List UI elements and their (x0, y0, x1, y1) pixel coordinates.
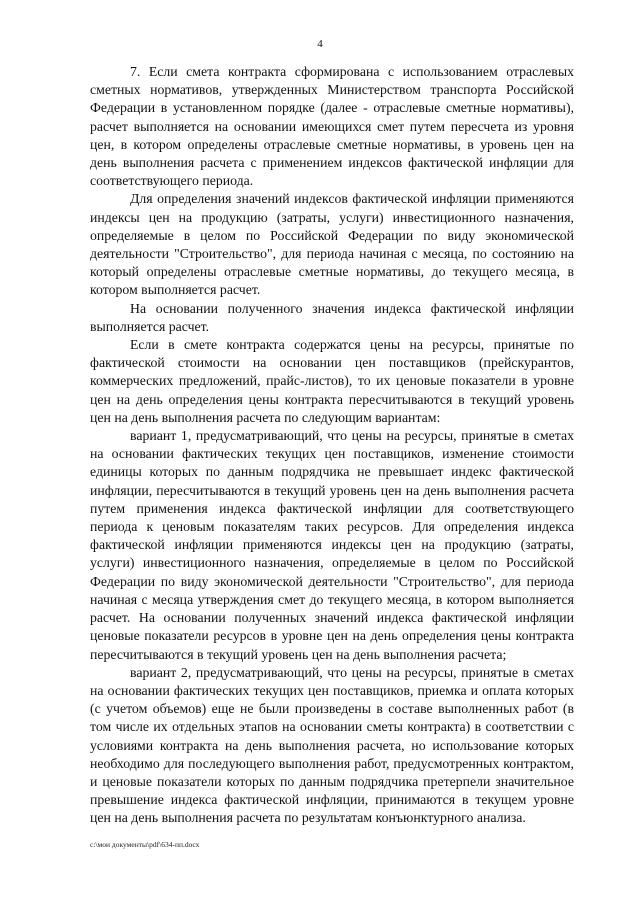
paragraph-variant-2: вариант 2, предусматривающий, что цены на ресурсы, принятые в сметах на основании фактических текущих цен поставщиков, приемка и оплата которых (с учетом объемов) еще не были произведены в составе выполненных работ (в том числе их отдельных этапов на основании сметы контракта) в соответствии с условиями контракта на день выполнения расчета, но использование которых необходимо для последующего выполнения работ, предусмотренных контрактом, и ценовые показатели которых по данным подрядчика претерпели значительное превышение индекса фактической инфляции, принимаются в текущем уровне цен на день выполнения расчета по результатам конъюнктурного анализа. (90, 664, 574, 826)
page-number: 4 (317, 38, 323, 50)
document-body (90, 63, 574, 828)
footer-file-path: c:\мои документы\pdf\634-пп.docx (90, 840, 200, 849)
paragraph-calculation-basis: На основании полученного значения индекса фактической инфляции выполняется расчет. (90, 300, 574, 334)
paragraph-variant-1: вариант 1, предусматривающий, что цены на ресурсы, принятые в сметах на основании фактических текущих цен поставщиков, изменение стоимости единицы которых по данным подрядчика не превышает индекс фактической инфляции, пересчитываются в текущий уровень цен на день выполнения расчета путем применения индекса фактической инфляции для соответствующего периода к ценовым показателям таких ресурсов. Для определения индекса фактической инфляции применяются индексы цен на продукцию (затраты, услуги) инвестиционного назначения, определяемые в целом по Российской Федерации по виду экономической деятельности "Строительство", для периода начиная с месяца утверждения смет до текущего месяца, в котором выполняется расчет. На основании полученных значений индекса фактической инфляции ценовые показатели ресурсов в уровне цен на день определения цены контракта пересчитываются в текущий уровень цен на день выполнения расчета; (90, 428, 574, 662)
paragraph-index-definition: Для определения значений индексов фактической инфляции применяются индексы цен на продукцию (затраты, услуги) инвестиционного назначения, определяемые в целом по Российской Федерации по виду экономической деятельности "Строительство", для периода начиная с месяца, по состоянию на который определены отраслевые сметные нормативы, до текущего месяца, в котором выполняется расчет. (90, 191, 574, 298)
paragraph-supplier-prices: Если в смете контракта содержатся цены на ресурсы, принятые по фактической стоимости на основании цен поставщиков (прейскурантов, коммерческих предложений, прайс-листов), то их ценовые показатели в уровне цен на день определения цены контракта пересчитываются в текущий уровень цен на день выполнения расчета по следующим вариантам: (90, 337, 574, 425)
paragraph-item-7: 7. Если смета контракта сформирована с использованием отраслевых сметных нормативов, утвержденных Министерством транспорта Российской Федерации в установленном порядке (далее - отраслевые сметные нормативы), расчет выполняется на основании имеющихся смет путем пересчета из уровня цен, в котором определены отраслевые сметные нормативы, в уровень цен на день выполнения расчета с применением индексов фактической инфляции для соответствующего периода. (90, 64, 574, 189)
